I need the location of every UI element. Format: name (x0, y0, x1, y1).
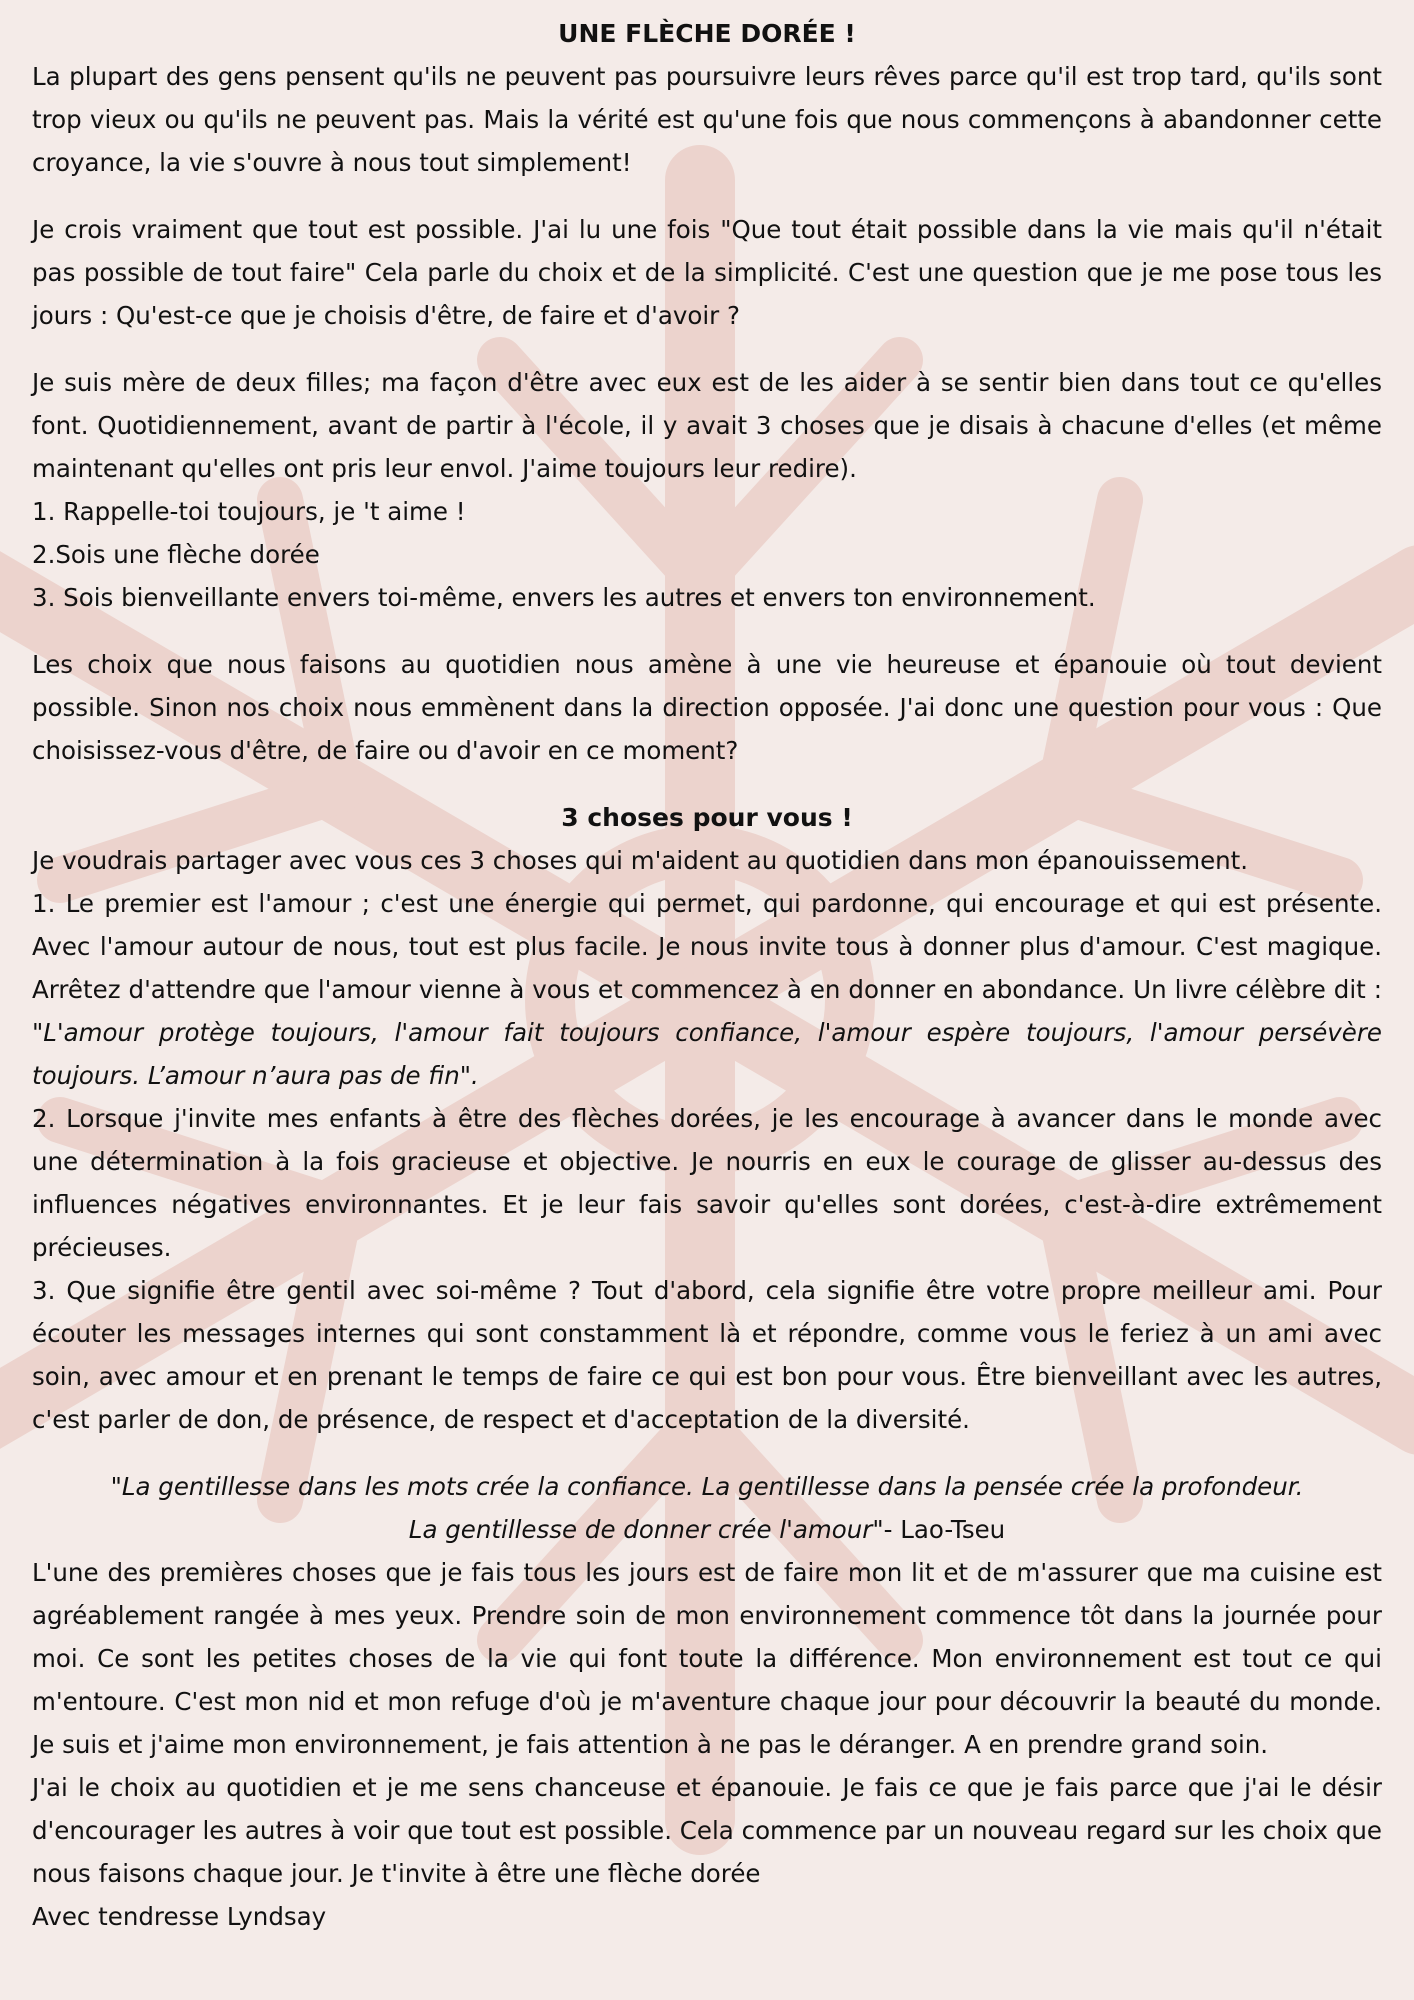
share-paragraph: Je voudrais partager avec vous ces 3 choses qui m'aident au quotidien dans mon épanouissement. (32, 846, 1249, 875)
environment-paragraph: L'une des premières choses que je fais tous les jours est de faire mon lit et de m'assurer que ma cuisine est agréablement rangée à mes yeux. Prendre soin de mon environnement commence tôt dans la journée pour moi. Ce sont les petites choses de la vie qui font toute la différence. Mon environnement est tout ce qui m'entoure. C'est mon nid et mon refuge d'où je m'aventure chaque jour pour découvrir la beauté du monde. Je suis et j'aime mon environnement, je fais attention à ne pas le déranger. A en prendre grand soin. (32, 1558, 1382, 1759)
document-title: UNE FLÈCHE DORÉE ! (558, 19, 856, 48)
love-item-quote: "L'amour protège toujours, l'amour fait toujours confiance, l'amour espère toujours, l'amour persévère toujours. L’amour n’aura pas de fin". (32, 1018, 1382, 1090)
lao-tseu-quote (32, 1465, 1382, 1551)
list-item: 2.Sois une flèche dorée (32, 540, 320, 569)
list-item: 3. Sois bienveillante envers toi-même, envers les autres et envers ton environnement. (32, 583, 1096, 612)
kindness-item: 3. Que signifie être gentil avec soi-même ? Tout d'abord, cela signifie être votre propre meilleur ami. Pour écouter les messages internes qui sont constamment là et répondre, comme vous le feriez à un ami avec soin, avec amour et en prenant le temps de faire ce qui est bon pour vous. Être bienveillant avec les autres, c'est parler de don, de présence, de respect et d'acceptation de la diversité. (32, 1276, 1382, 1434)
quote-line-2-text: La gentillesse de donner crée l'amour" (408, 1515, 884, 1544)
signature: Avec tendresse Lyndsay (32, 1902, 327, 1931)
quote-author: - Lao-Tseu (883, 1515, 1006, 1544)
section-subtitle: 3 choses pour vous ! (561, 803, 853, 832)
quote-line-2 (32, 1508, 1382, 1551)
love-item-text: 1. Le premier est l'amour ; c'est une énergie qui permet, qui pardonne, qui encourage et qui est présente. Avec l'amour autour de nous, tout est plus facile. Je nous invite tous à donner plus d'amour. C'est magique. Arrêtez d'attendre que l'amour vienne à vous et commencez à en donner en abondance. Un livre célèbre dit : (32, 889, 1382, 1004)
intro-paragraph: La plupart des gens pensent qu'ils ne peuvent pas poursuivre leurs rêves parce qu'il est trop tard, qu'ils sont trop vieux ou qu'ils ne peuvent pas. Mais la vérité est qu'une fois que nous commençons à abandonner cette croyance, la vie s'ouvre à nous tout simplement! (32, 62, 1382, 177)
love-item (32, 882, 1382, 1097)
list-item: 1. Rappelle-toi toujours, je 't aime ! (32, 497, 466, 526)
golden-arrow-item: 2. Lorsque j'invite mes enfants à être des flèches dorées, je les encourage à avancer dans le monde avec une détermination à la fois gracieuse et objective. Je nourris en eux le courage de glisser au-dessus des influences négatives environnantes. Et je leur fais savoir qu'elles sont dorées, c'est-à-dire extrêmement précieuses. (32, 1104, 1382, 1262)
closing-paragraph: J'ai le choix au quotidien et je me sens chanceuse et épanouie. Je fais ce que je fais parce que j'ai le désir d'encourager les autres à voir que tout est possible. Cela commence par un nouveau regard sur les choix que nous faisons chaque jour. Je t'invite à être une flèche dorée (32, 1773, 1382, 1888)
choices-paragraph: Les choix que nous faisons au quotidien nous amène à une vie heureuse et épanouie où tout devient possible. Sinon nos choix nous emmènent dans la direction opposée. J'ai donc une question pour vous : Que choisissez-vous d'être, de faire ou d'avoir en ce moment? (32, 650, 1382, 765)
mother-paragraph: Je suis mère de deux filles; ma façon d'être avec eux est de les aider à se sentir bien dans tout ce qu'elles font. Quotidiennement, avant de partir à l'école, il y avait 3 choses que je disais à chacune d'elles (et même maintenant qu'elles ont pris leur envol. J'aime toujours leur redire). (32, 368, 1382, 483)
belief-paragraph: Je crois vraiment que tout est possible. J'ai lu une fois "Que tout était possible dans la vie mais qu'il n'était pas possible de tout faire" Cela parle du choix et de la simplicité. C'est une question que je me pose tous les jours : Qu'est-ce que je choisis d'être, de faire et d'avoir ? (32, 215, 1382, 330)
quote-line-1: "La gentillesse dans les mots crée la confiance. La gentillesse dans la pensée crée la profondeur. (110, 1472, 1304, 1501)
